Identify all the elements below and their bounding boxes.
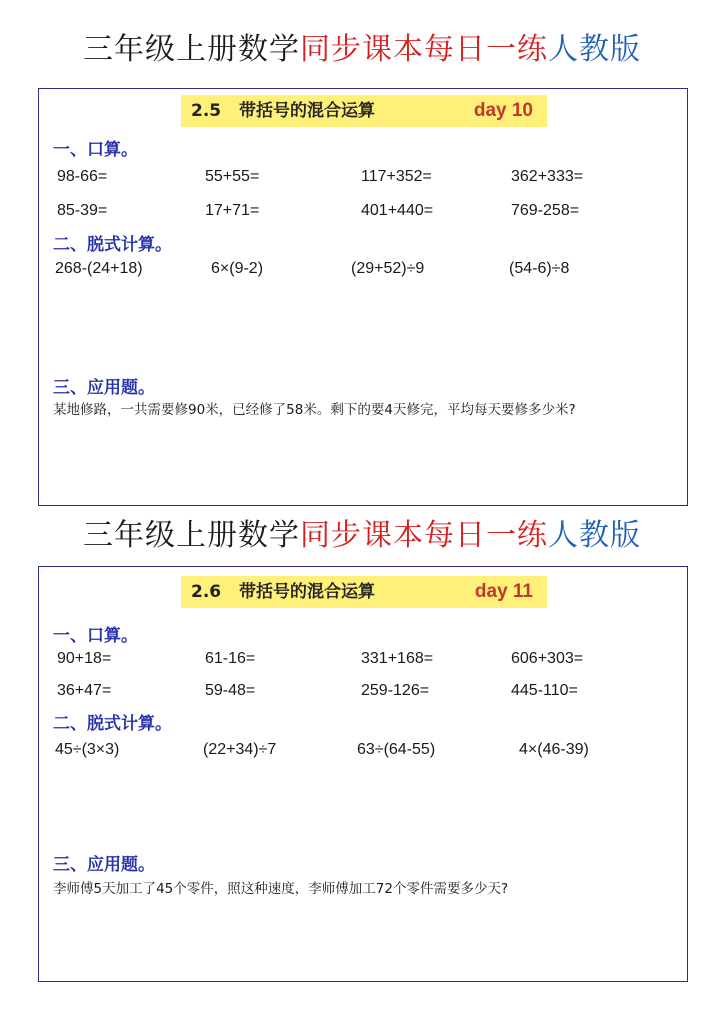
- oral-item: 98-66=: [57, 168, 108, 185]
- day-label: day 10: [473, 100, 533, 121]
- banner-practice-text: 同步课本每日一练: [300, 518, 548, 553]
- oral-row: [39, 647, 689, 671]
- step-calc-item: (22+34)÷7: [203, 741, 277, 758]
- step-calc-row: [39, 257, 689, 281]
- step-calc-item: 63÷(64-55): [357, 741, 436, 758]
- header-banner: [0, 514, 724, 558]
- oral-row: [39, 679, 689, 703]
- step-calc-item: 4×(46-39): [519, 741, 589, 758]
- lesson-topic: 带括号的混合运算: [239, 582, 375, 602]
- step-calc-item: 6×(9-2): [211, 260, 264, 277]
- banner-edition-text: 人教版: [548, 518, 641, 553]
- lesson-number: 2.5: [191, 101, 222, 121]
- oral-row: [39, 199, 689, 223]
- oral-item: 445-110=: [511, 682, 578, 699]
- step-calc-heading: 二、脱式计算。: [53, 714, 172, 734]
- step-calc-item: (54-6)÷8: [509, 260, 570, 277]
- oral-item: 85-39=: [57, 202, 108, 219]
- banner-practice-text: 同步课本每日一练: [300, 32, 548, 67]
- oral-item: 769-258=: [511, 202, 580, 219]
- oral-item: 117+352=: [361, 168, 432, 185]
- oral-item: 61-16=: [205, 650, 256, 667]
- header-banner: [0, 28, 724, 72]
- step-calc-item: 45÷(3×3): [55, 741, 120, 758]
- banner-edition-text: 人教版: [548, 32, 641, 67]
- oral-heading: 一、口算。: [53, 626, 138, 646]
- application-heading: 三、应用题。: [53, 855, 155, 875]
- step-calc-item: (29+52)÷9: [351, 260, 425, 277]
- oral-item: 17+71=: [205, 202, 260, 219]
- oral-heading: 一、口算。: [53, 140, 138, 160]
- step-calc-heading: 二、脱式计算。: [53, 235, 172, 255]
- oral-item: 259-126=: [361, 682, 430, 699]
- lesson-title-bar: [181, 95, 547, 127]
- oral-item: 90+18=: [57, 650, 112, 667]
- oral-item: 606+303=: [511, 650, 584, 667]
- banner-grade-text: 三年级上册数学: [83, 518, 300, 553]
- oral-item: 331+168=: [361, 650, 434, 667]
- word-problem: 李师傅5天加工了45个零件，照这种速度，李师傅加工72个零件需要多少天?: [53, 881, 509, 897]
- worksheet-card: [38, 566, 688, 982]
- step-calc-item: 268-(24+18): [55, 260, 143, 277]
- lesson-title-bar: [181, 576, 547, 608]
- banner-grade-text: 三年级上册数学: [83, 32, 300, 67]
- lesson-topic: 带括号的混合运算: [239, 101, 375, 121]
- oral-item: 36+47=: [57, 682, 112, 699]
- oral-item: 362+333=: [511, 168, 584, 185]
- day-label: day 11: [474, 581, 533, 602]
- oral-item: 59-48=: [205, 682, 256, 699]
- lesson-number: 2.6: [191, 582, 222, 602]
- oral-row: [39, 165, 689, 189]
- oral-item: 401+440=: [361, 202, 434, 219]
- step-calc-row: [39, 738, 689, 762]
- word-problem: 某地修路，一共需要修90米，已经修了58米。剩下的要4天修完，平均每天要修多少米?: [53, 402, 576, 418]
- worksheet-card: [38, 88, 688, 506]
- oral-item: 55+55=: [205, 168, 260, 185]
- application-heading: 三、应用题。: [53, 378, 155, 398]
